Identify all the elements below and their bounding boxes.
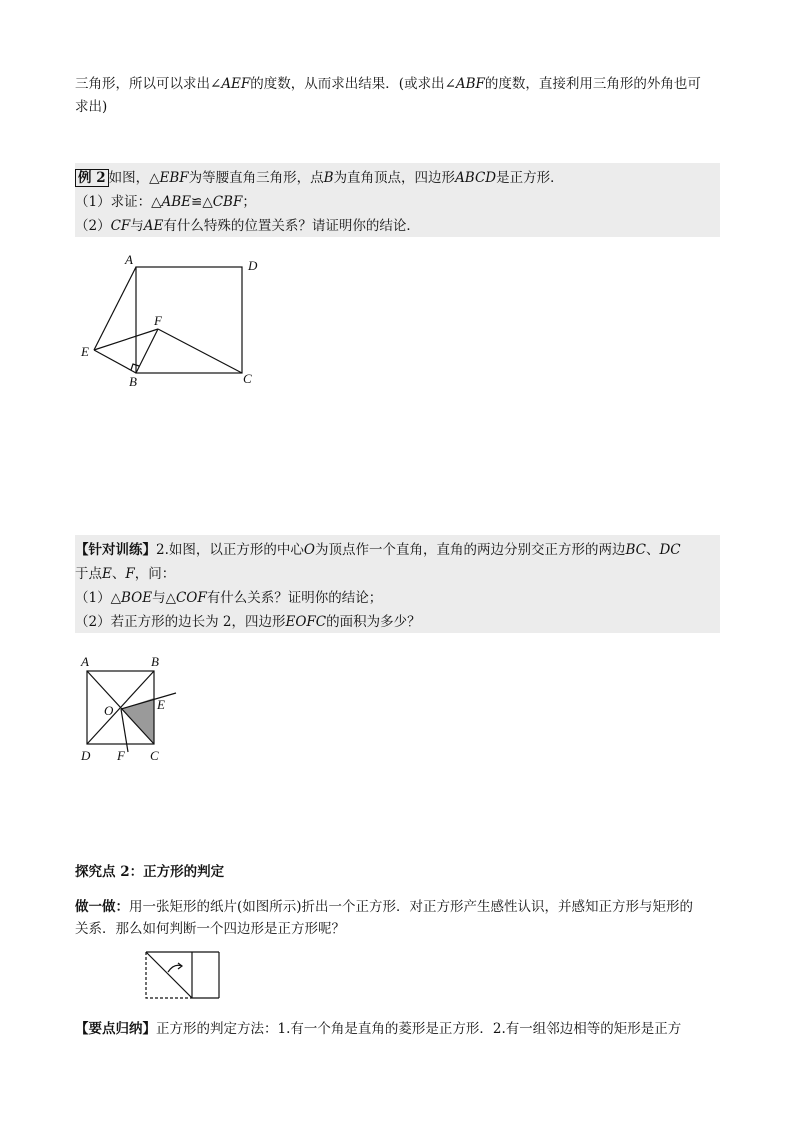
math-var: B [323,170,334,186]
example2-stem [75,167,564,189]
q-text: 有什么关系？证明你的结论； [206,590,383,606]
q-text: ≌△ [191,194,213,210]
math-var: COF [175,590,207,606]
math-var: O [303,542,315,558]
example2-question-1 [75,191,256,213]
label-f: F [154,313,162,328]
fold-arrow-icon [168,965,182,972]
stem-text: 如图，△ [108,170,160,186]
label-b: B [151,654,159,669]
do-it-line-2: 关系．那么如何判断一个四边形是正方形呢？ [75,921,345,937]
summary-label: 【要点归纳】 [75,1021,156,1037]
training2-stem-2 [75,563,175,585]
stem-text: 是正方形． [496,170,564,186]
label-e: E [81,344,89,359]
square-abcd [136,267,242,373]
do-it-label: 做一做： [75,899,129,915]
label-d: D [248,258,258,273]
summary-line-1 [75,1018,681,1040]
label-o: O [104,703,114,718]
math-var: AEF [221,76,251,92]
math-var: EBF [159,170,189,186]
intro-line-2: 求出) [75,99,108,115]
label-a: A [81,654,89,669]
stem-text: 2.如图，以正方形的中心 [156,542,304,558]
fold-diagonal [146,952,192,998]
do-it-text: 用一张矩形的纸片(如图所示)折出一个正方形．对正方形产生感性认识，并感知正方形与矩形的 [129,899,694,915]
stem-text: 为直角顶点，四边形 [333,170,456,186]
intro-text: 的度数，从而求出结果．(或求出∠ [250,76,456,92]
label-b: B [129,374,137,389]
stem-text: ，问： [134,566,176,582]
q-text: （1）△ [75,590,121,606]
training-tag: 【针对训练】 [75,542,156,558]
math-var: DC [659,542,681,558]
q-text: 有什么特殊的位置关系？请证明你的结论． [163,218,420,234]
math-var: EOFC [285,614,327,630]
q-text: （2） [75,218,111,234]
label-a: A [125,252,133,267]
math-var: ABF [455,76,485,92]
intro-text: 三角形，所以可以求出∠ [75,76,222,92]
math-var: ABE [161,194,192,210]
training2-figure [75,652,195,770]
example2-question-2 [75,215,420,237]
training2-stem-1 [75,539,681,561]
math-var: BOE [120,590,153,606]
example-tag: 例 2 [75,169,109,187]
label-d: D [81,748,91,763]
q-text: （2）若正方形的边长为 2，四边形 [75,614,286,630]
q-text: 与 [130,218,144,234]
math-var: AE [143,218,164,234]
math-var: E [102,566,112,582]
stem-text: 、 [645,542,660,558]
math-var: ABCD [455,170,497,186]
stem-text: 为等腰直角三角形，点 [188,170,324,186]
math-var: BC [625,542,646,558]
label-c: C [150,748,159,763]
q-text: （1）求证：△ [75,194,162,210]
training2-question-1 [75,587,382,609]
segment-eb [94,350,136,373]
label-e: E [157,697,165,712]
ray-of [121,709,128,752]
q-text: 的面积为多少？ [326,614,421,630]
label-f: F [117,748,125,763]
example2-figure [75,250,275,390]
segment-fc [158,329,242,373]
stem-text: 于点 [75,566,102,582]
math-var: CF [110,218,131,234]
q-text: 与△ [152,590,176,606]
segment-ae [94,267,136,350]
folding-paper-figure [144,950,224,1002]
stem-text: 、 [111,566,126,582]
do-it-line-1 [75,896,693,918]
intro-text: 的度数，直接利用三角形的外角也可 [484,76,701,92]
intro-line-1 [75,73,701,95]
stem-text: 为顶点作一个直角，直角的两边分别交正方形的两边 [314,542,626,558]
section2-title: 探究点 2：正方形的判定 [75,864,225,880]
math-var: CBF [212,194,243,210]
label-c: C [243,371,252,386]
q-text: ； [242,194,256,210]
training2-question-2 [75,611,421,633]
math-var: F [125,566,135,582]
summary-text: 正方形的判定方法：1.有一个角是直角的菱形是正方形．2.有一组邻边相等的矩形是正方 [156,1021,682,1037]
